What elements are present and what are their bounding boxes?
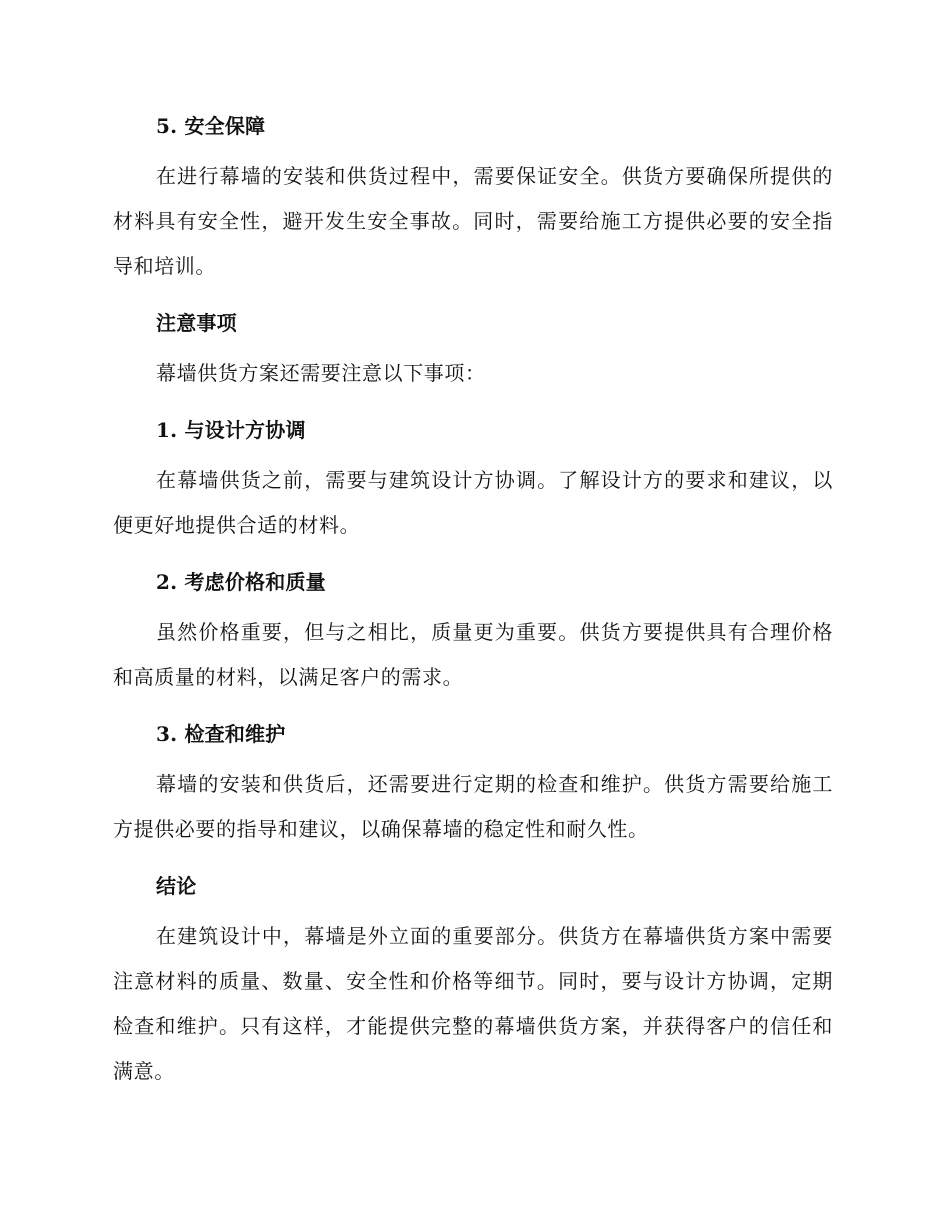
section-heading-conclusion: 结论 — [156, 874, 197, 898]
section-heading-safety: 5. 安全保障 — [156, 114, 266, 138]
section-paragraph-inspection: 幕墙的安装和供货后，还需要进行定期的检查和维护。供货方需要给施工方提供必要的指导和建议，以确保幕墙的稳定性和耐久性。 — [113, 772, 833, 841]
section-paragraph-coordination: 在幕墙供货之前，需要与建筑设计方协调。了解设计方的要求和建议，以便更好地提供合适的材料。 — [113, 468, 833, 537]
section-paragraph-safety: 在进行幕墙的安装和供货过程中，需要保证安全。供货方要确保所提供的材料具有安全性，避开发生安全事故。同时，需要给施工方提供必要的安全指导和培训。 — [113, 164, 833, 278]
section-paragraph-conclusion: 在建筑设计中，幕墙是外立面的重要部分。供货方在幕墙供货方案中需要注意材料的质量、数量、安全性和价格等细节。同时，要与设计方协调，定期检查和维护。只有这样，才能提供完整的幕墙供货方案，并获得客户的信任和满意。 — [113, 924, 833, 1083]
document-body — [113, 108, 833, 1094]
section-paragraph-price-quality: 虽然价格重要，但与之相比，质量更为重要。供货方要提供具有合理价格和高质量的材料，以满足客户的需求。 — [113, 620, 833, 689]
section-heading-coordination: 1. 与设计方协调 — [156, 418, 306, 442]
section-heading-inspection: 3. 检查和维护 — [156, 722, 286, 746]
section-heading-notes: 注意事项 — [156, 311, 237, 335]
section-paragraph-notes: 幕墙供货方案还需要注意以下事项： — [156, 361, 486, 385]
section-heading-price-quality: 2. 考虑价格和质量 — [156, 570, 326, 594]
